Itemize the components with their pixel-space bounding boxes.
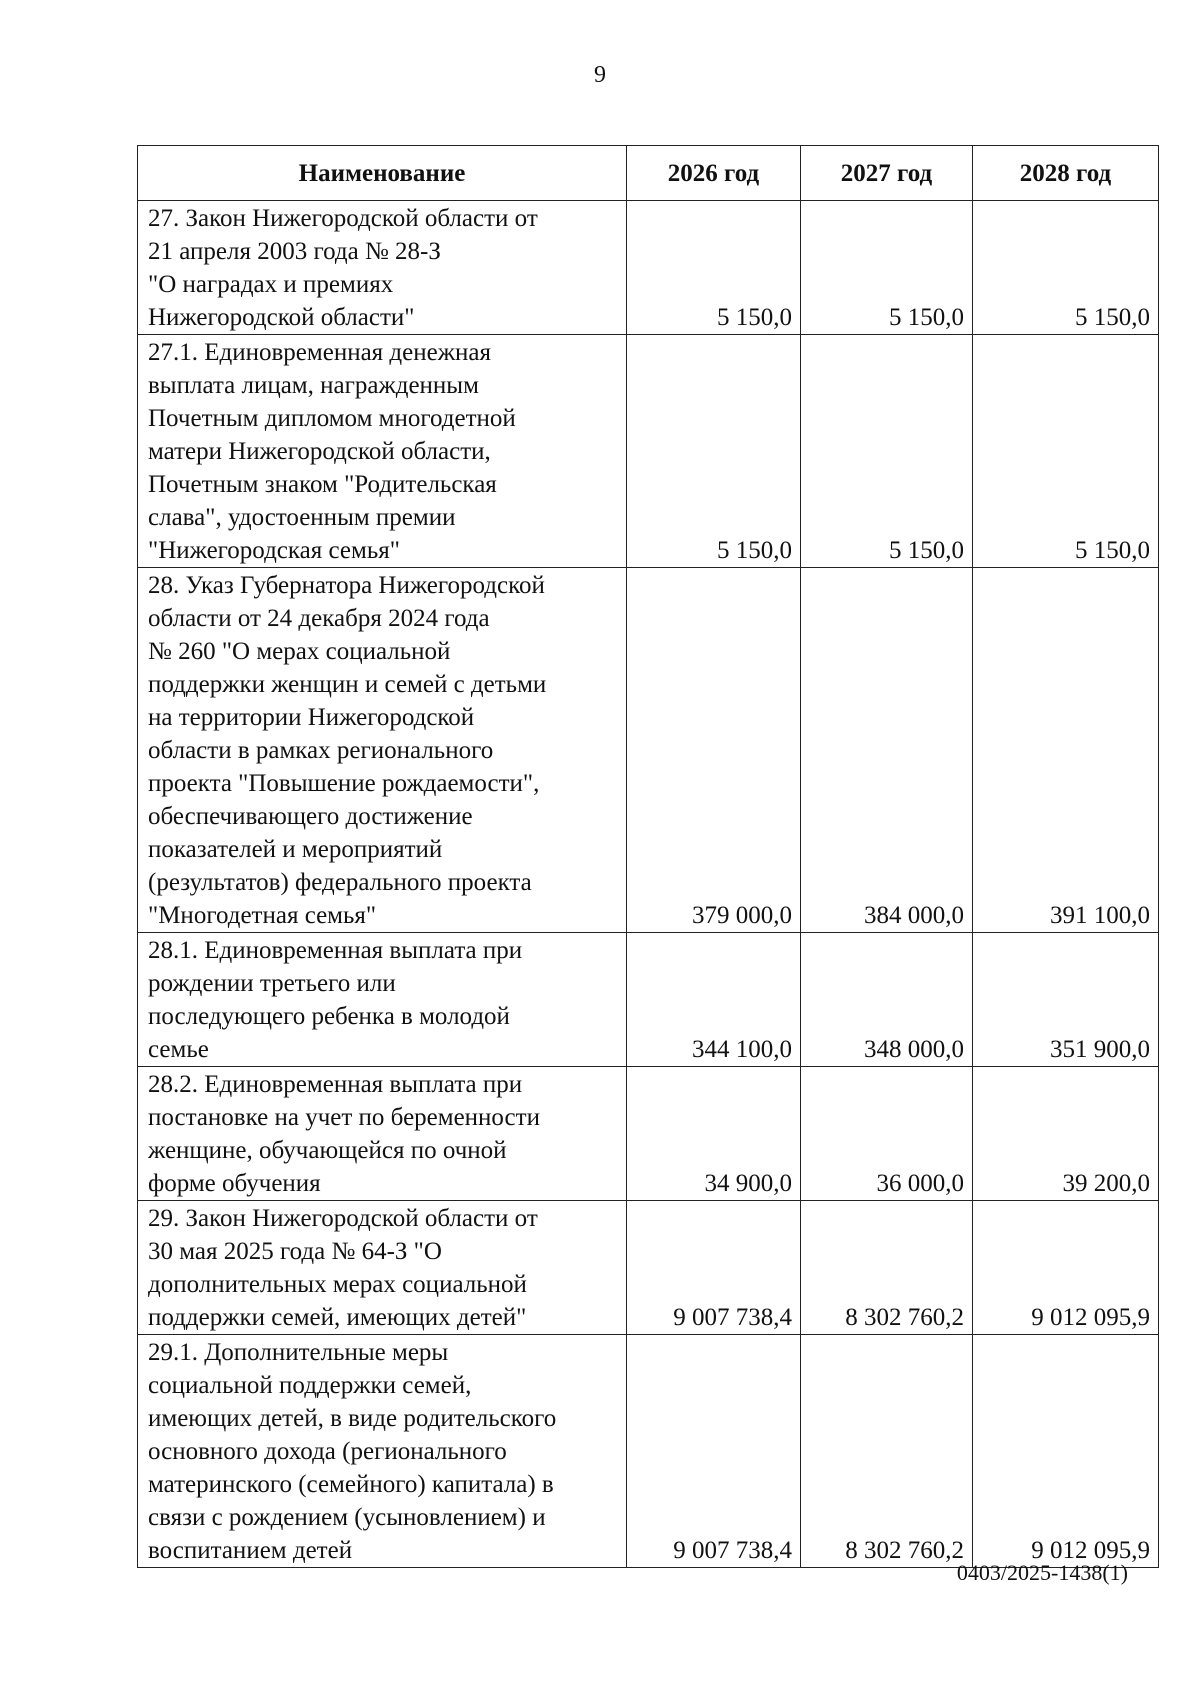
value-cell-2028: 391 100,0 — [973, 568, 1159, 933]
value-cell-2027: 384 000,0 — [801, 568, 973, 933]
row-name-cell: 28. Указ Губернатора Нижегородской области от 24 декабря 2024 года № 260 "О мерах социальной поддержки женщин и семей с детьми на территории Нижегородской области в рамках регионального проекта "Повышение рождаемости", обеспечивающего достижение показателей и мероприятий (результатов) федерального проекта "Многодетная семья" — [138, 568, 627, 933]
row-name-cell: 27. Закон Нижегородской области от 21 апреля 2003 года № 28-З "О наградах и премиях Нижегородской области" — [138, 201, 627, 335]
row-name-cell: 28.2. Единовременная выплата при постановке на учет по беременности женщине, обучающейся по очной форме обучения — [138, 1067, 627, 1201]
value-cell-2027: 348 000,0 — [801, 933, 973, 1067]
value-cell-2026: 9 007 738,4 — [627, 1335, 801, 1568]
header-name: Наименование — [138, 146, 627, 201]
table-row — [138, 933, 1159, 1067]
table-row — [138, 1335, 1159, 1568]
table-body — [138, 201, 1159, 1568]
value-cell-2027: 5 150,0 — [801, 201, 973, 335]
row-name-cell: 29. Закон Нижегородской области от 30 мая 2025 года № 64-З "О дополнительных мерах социальной поддержки семей, имеющих детей" — [138, 1201, 627, 1335]
header-2027: 2027 год — [801, 146, 973, 201]
value-cell-2028: 9 012 095,9 — [973, 1335, 1159, 1568]
value-cell-2026: 379 000,0 — [627, 568, 801, 933]
page-number: 9 — [594, 62, 606, 88]
value-cell-2028: 5 150,0 — [973, 201, 1159, 335]
value-cell-2028: 39 200,0 — [973, 1067, 1159, 1201]
value-cell-2028: 351 900,0 — [973, 933, 1159, 1067]
table-header-row — [138, 146, 1159, 201]
value-cell-2026: 5 150,0 — [627, 201, 801, 335]
value-cell-2026: 34 900,0 — [627, 1067, 801, 1201]
table-row — [138, 1067, 1159, 1201]
value-cell-2028: 9 012 095,9 — [973, 1201, 1159, 1335]
table-row — [138, 201, 1159, 335]
value-cell-2028: 5 150,0 — [973, 335, 1159, 568]
table-row — [138, 1201, 1159, 1335]
budget-table — [137, 145, 1159, 1568]
document-code: 0403/2025-1438(1) — [956, 1560, 1128, 1585]
header-2028: 2028 год — [973, 146, 1159, 201]
row-name-cell: 28.1. Единовременная выплата при рождении третьего или последующего ребенка в молодой семье — [138, 933, 627, 1067]
value-cell-2027: 36 000,0 — [801, 1067, 973, 1201]
row-name-cell: 29.1. Дополнительные меры социальной поддержки семей, имеющих детей, в виде родительского основного дохода (регионального материнского (семейного) капитала) в связи с рождением (усыновлением) и воспитанием детей — [138, 1335, 627, 1568]
value-cell-2027: 5 150,0 — [801, 335, 973, 568]
value-cell-2026: 9 007 738,4 — [627, 1201, 801, 1335]
value-cell-2026: 344 100,0 — [627, 933, 801, 1067]
row-name-cell: 27.1. Единовременная денежная выплата лицам, награжденным Почетным дипломом многодетной матери Нижегородской области, Почетным знаком "Родительская слава", удостоенным премии "Нижегородская семья" — [138, 335, 627, 568]
header-2026: 2026 год — [627, 146, 801, 201]
value-cell-2026: 5 150,0 — [627, 335, 801, 568]
table-row — [138, 568, 1159, 933]
table-row — [138, 335, 1159, 568]
value-cell-2027: 8 302 760,2 — [801, 1335, 973, 1568]
value-cell-2027: 8 302 760,2 — [801, 1201, 973, 1335]
